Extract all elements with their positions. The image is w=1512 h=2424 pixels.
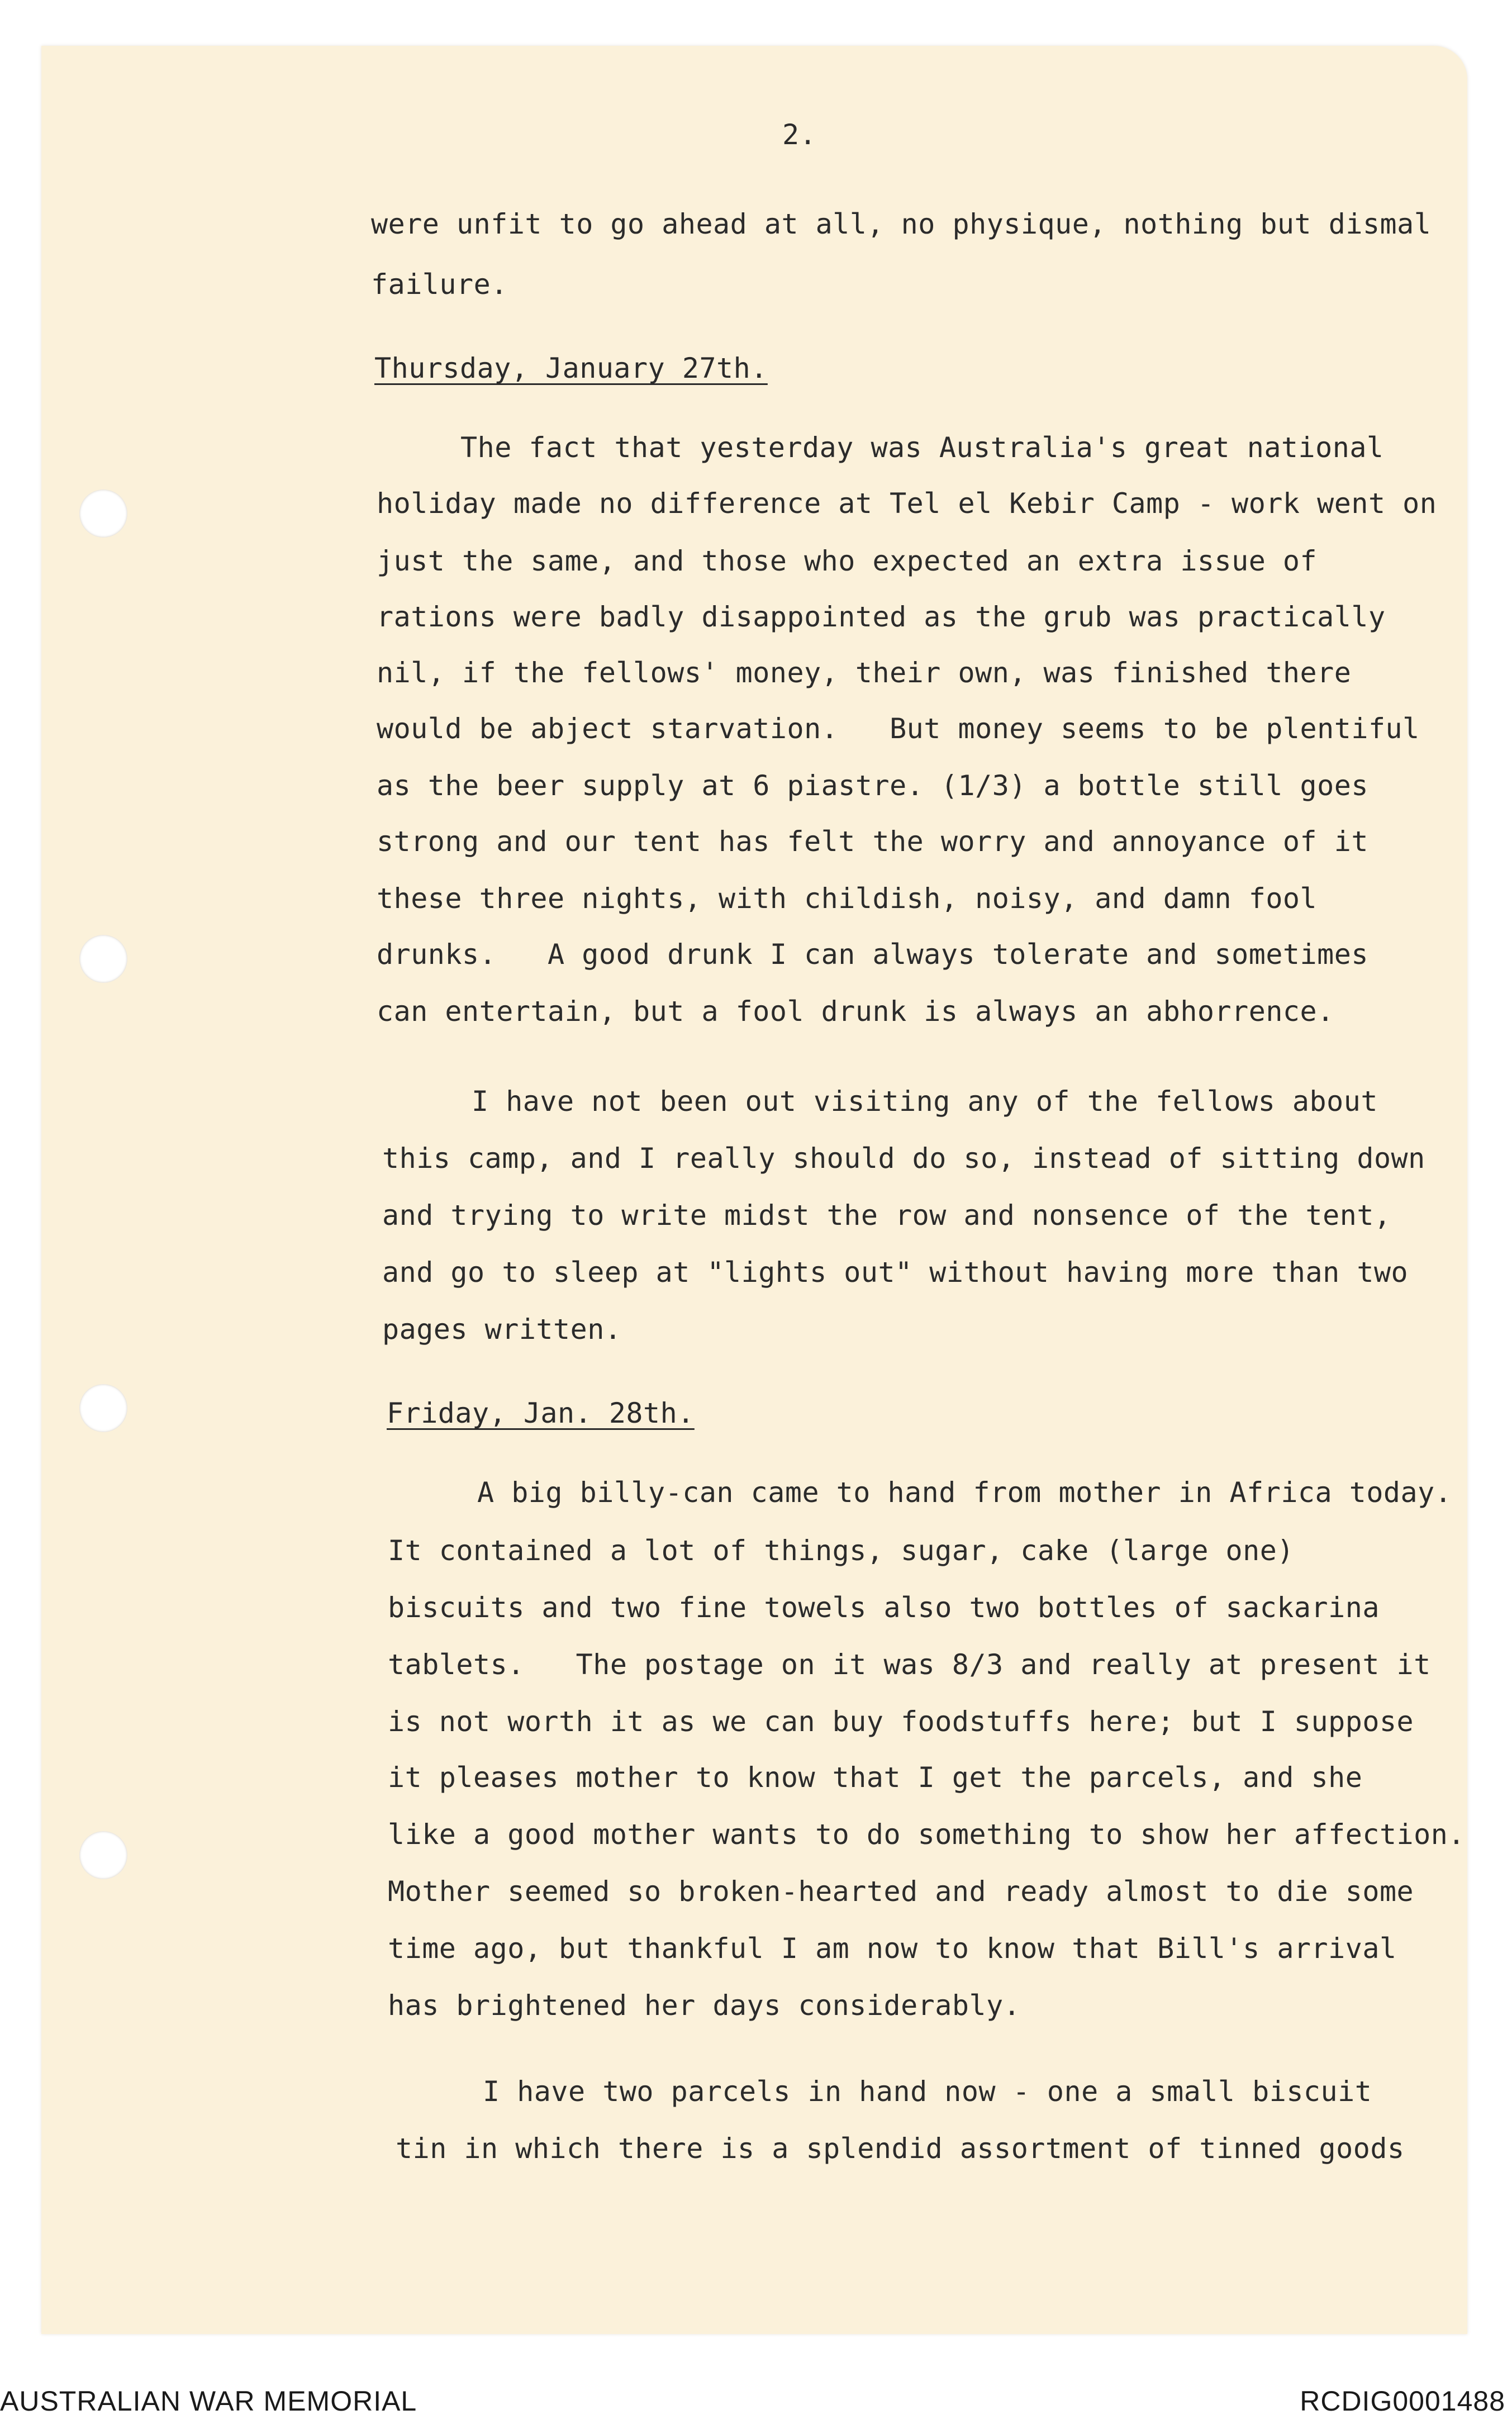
text-line: The fact that yesterday was Australia's great national [460,431,1384,464]
text-line: and go to sleep at "lights out" without having more than two [382,1256,1409,1289]
page-number: 2. [782,118,817,151]
text-line: and trying to write midst the row and nonsence of the tent, [382,1199,1391,1232]
text-line: nil, if the fellows' money, their own, was finished there [377,657,1352,689]
text-line: It contained a lot of things, sugar, cake (large one) [388,1534,1294,1567]
text-line: like a good mother wants to do something to show her affection. [388,1818,1465,1851]
footer-source: AUSTRALIAN WAR MEMORIAL [0,2385,417,2417]
text-line: rations were badly disappointed as the grub was practically [377,601,1386,633]
text-line: drunks. A good drunk I can always tolerate and sometimes [377,938,1368,971]
text-line: strong and our tent has felt the worry and annoyance of it [377,825,1368,858]
text-line: were unfit to go ahead at all, no physique, nothing but dismal [371,208,1432,240]
date-heading: Friday, Jan. 28th. [387,1397,695,1429]
text-line: time ago, but thankful I am now to know that Bill's arrival [388,1932,1397,1965]
date-heading: Thursday, January 27th. [374,352,768,384]
punch-hole [79,1831,127,1879]
text-line: A big billy-can came to hand from mother in Africa today. [477,1476,1452,1509]
text-line: tin in which there is a splendid assortment of tinned goods [396,2132,1405,2165]
text-line: failure. [371,268,508,301]
text-line: has brightened her days considerably. [388,1989,1021,2022]
text-line: it pleases mother to know that I get the parcels, and she [388,1761,1363,1794]
text-line: is not worth it as we can buy foodstuffs here; but I suppose [388,1705,1414,1738]
text-line: this camp, and I really should do so, instead of sitting down [382,1142,1425,1175]
text-line: biscuits and two fine towels also two bottles of sackarina [388,1591,1380,1624]
text-line: pages written. [382,1313,622,1346]
text-line: can entertain, but a fool drunk is always an abhorrence. [377,995,1334,1028]
text-line: just the same, and those who expected an extra issue of [377,545,1318,577]
footer-id: RCDIG0001488 [1300,2385,1505,2417]
text-line: as the beer supply at 6 piastre. (1/3) a bottle still goes [377,769,1368,802]
text-line: these three nights, with childish, noisy, and damn fool [377,882,1318,915]
typed-text [41,46,1467,2165]
text-line: tablets. The postage on it was 8/3 and really at present it [388,1648,1431,1681]
text-line: Mother seemed so broken-hearted and ready almost to die some [388,1875,1414,1908]
text-line: I have two parcels in hand now - one a small biscuit [483,2075,1372,2108]
document-page [41,46,1467,2334]
text-line: holiday made no difference at Tel el Kebir Camp - work went on [377,487,1437,520]
text-line: I have not been out visiting any of the fellows about [472,1085,1378,1118]
text-line: would be abject starvation. But money seems to be plentiful [377,712,1420,745]
